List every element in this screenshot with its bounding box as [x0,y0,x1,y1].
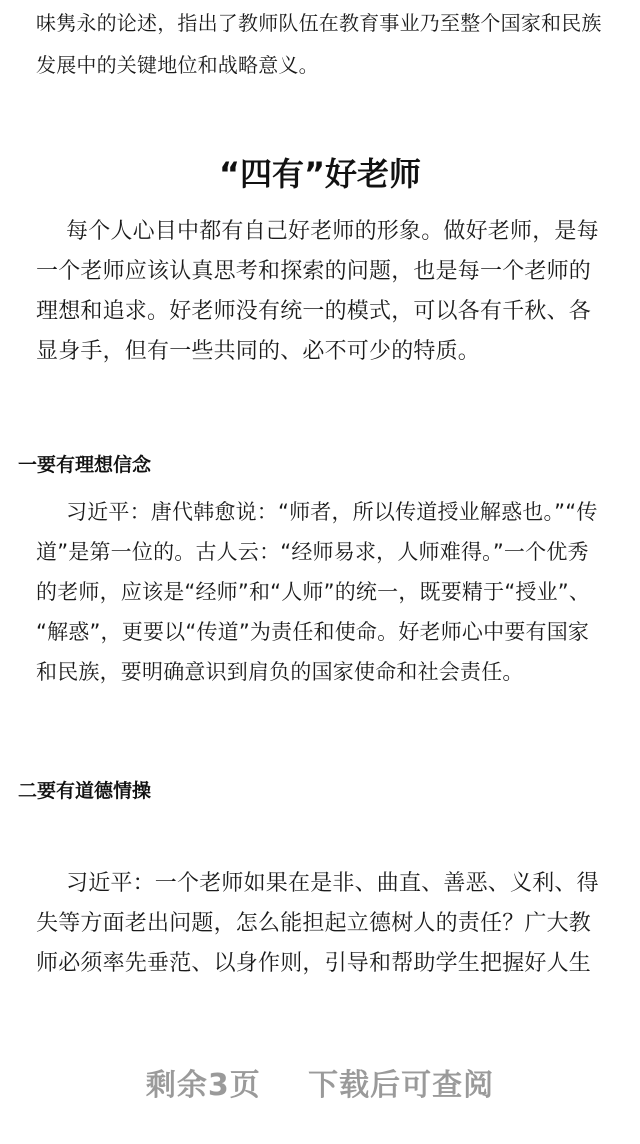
remaining-pages-label: 剩余3页 [145,1068,261,1103]
summary-paragraph [36,212,620,372]
download-prompt[interactable] [0,1060,640,1104]
download-to-view-label[interactable]: 下载后可查阅 [308,1068,495,1103]
point1-line: “解惑”，更要以“传道”为责任和使命。好老师心中要有国家 [36,620,590,644]
point2-line: 师必须率先垂范、以身作则，引导和帮助学生把握好人生 [36,951,592,976]
point2-line: 失等方面老出问题，怎么能担起立德树人的责任？广大教 [36,911,592,936]
point1-line: 的老师，应该是“经师”和“人师”的统一，既要精于“授业”、 [36,580,591,604]
point2-line: 习近平：一个老师如果在是非、曲直、善恶、义利、得 [66,871,599,896]
summary-line: 显身手，但有一些共同的、必不可少的特质。 [36,339,481,364]
point1-heading: 一要有理想信念 [18,454,152,476]
intro-paragraph [36,2,620,86]
intro-line: 发展中的关键地位和战略意义。 [36,53,319,77]
summary-line: 一个老师应该认真思考和探索的问题，也是每一个老师的 [36,259,592,284]
intro-line: 味隽永的论述，指出了教师队伍在教育事业乃至整个国家和民族 [36,11,602,35]
point1-line: 和民族，要明确意识到肩负的国家使命和社会责任。 [36,660,524,684]
point1-paragraph [36,492,620,692]
point2-heading: 二要有道德情操 [18,780,152,802]
summary-line: 理想和追求。好老师没有统一的模式，可以各有千秋、各 [36,299,592,324]
section-title: “四有”好老师 [218,155,422,193]
point2-paragraph [36,864,620,984]
point1-line: 道”是第一位的。古人云：“经师易求，人师难得。”一个优秀 [36,540,589,564]
point1-line: 习近平：唐代韩愈说：“师者，所以传道授业解惑也。”“传 [66,500,598,524]
summary-line: 每个人心目中都有自己好老师的形象。做好老师，是每 [66,219,599,244]
